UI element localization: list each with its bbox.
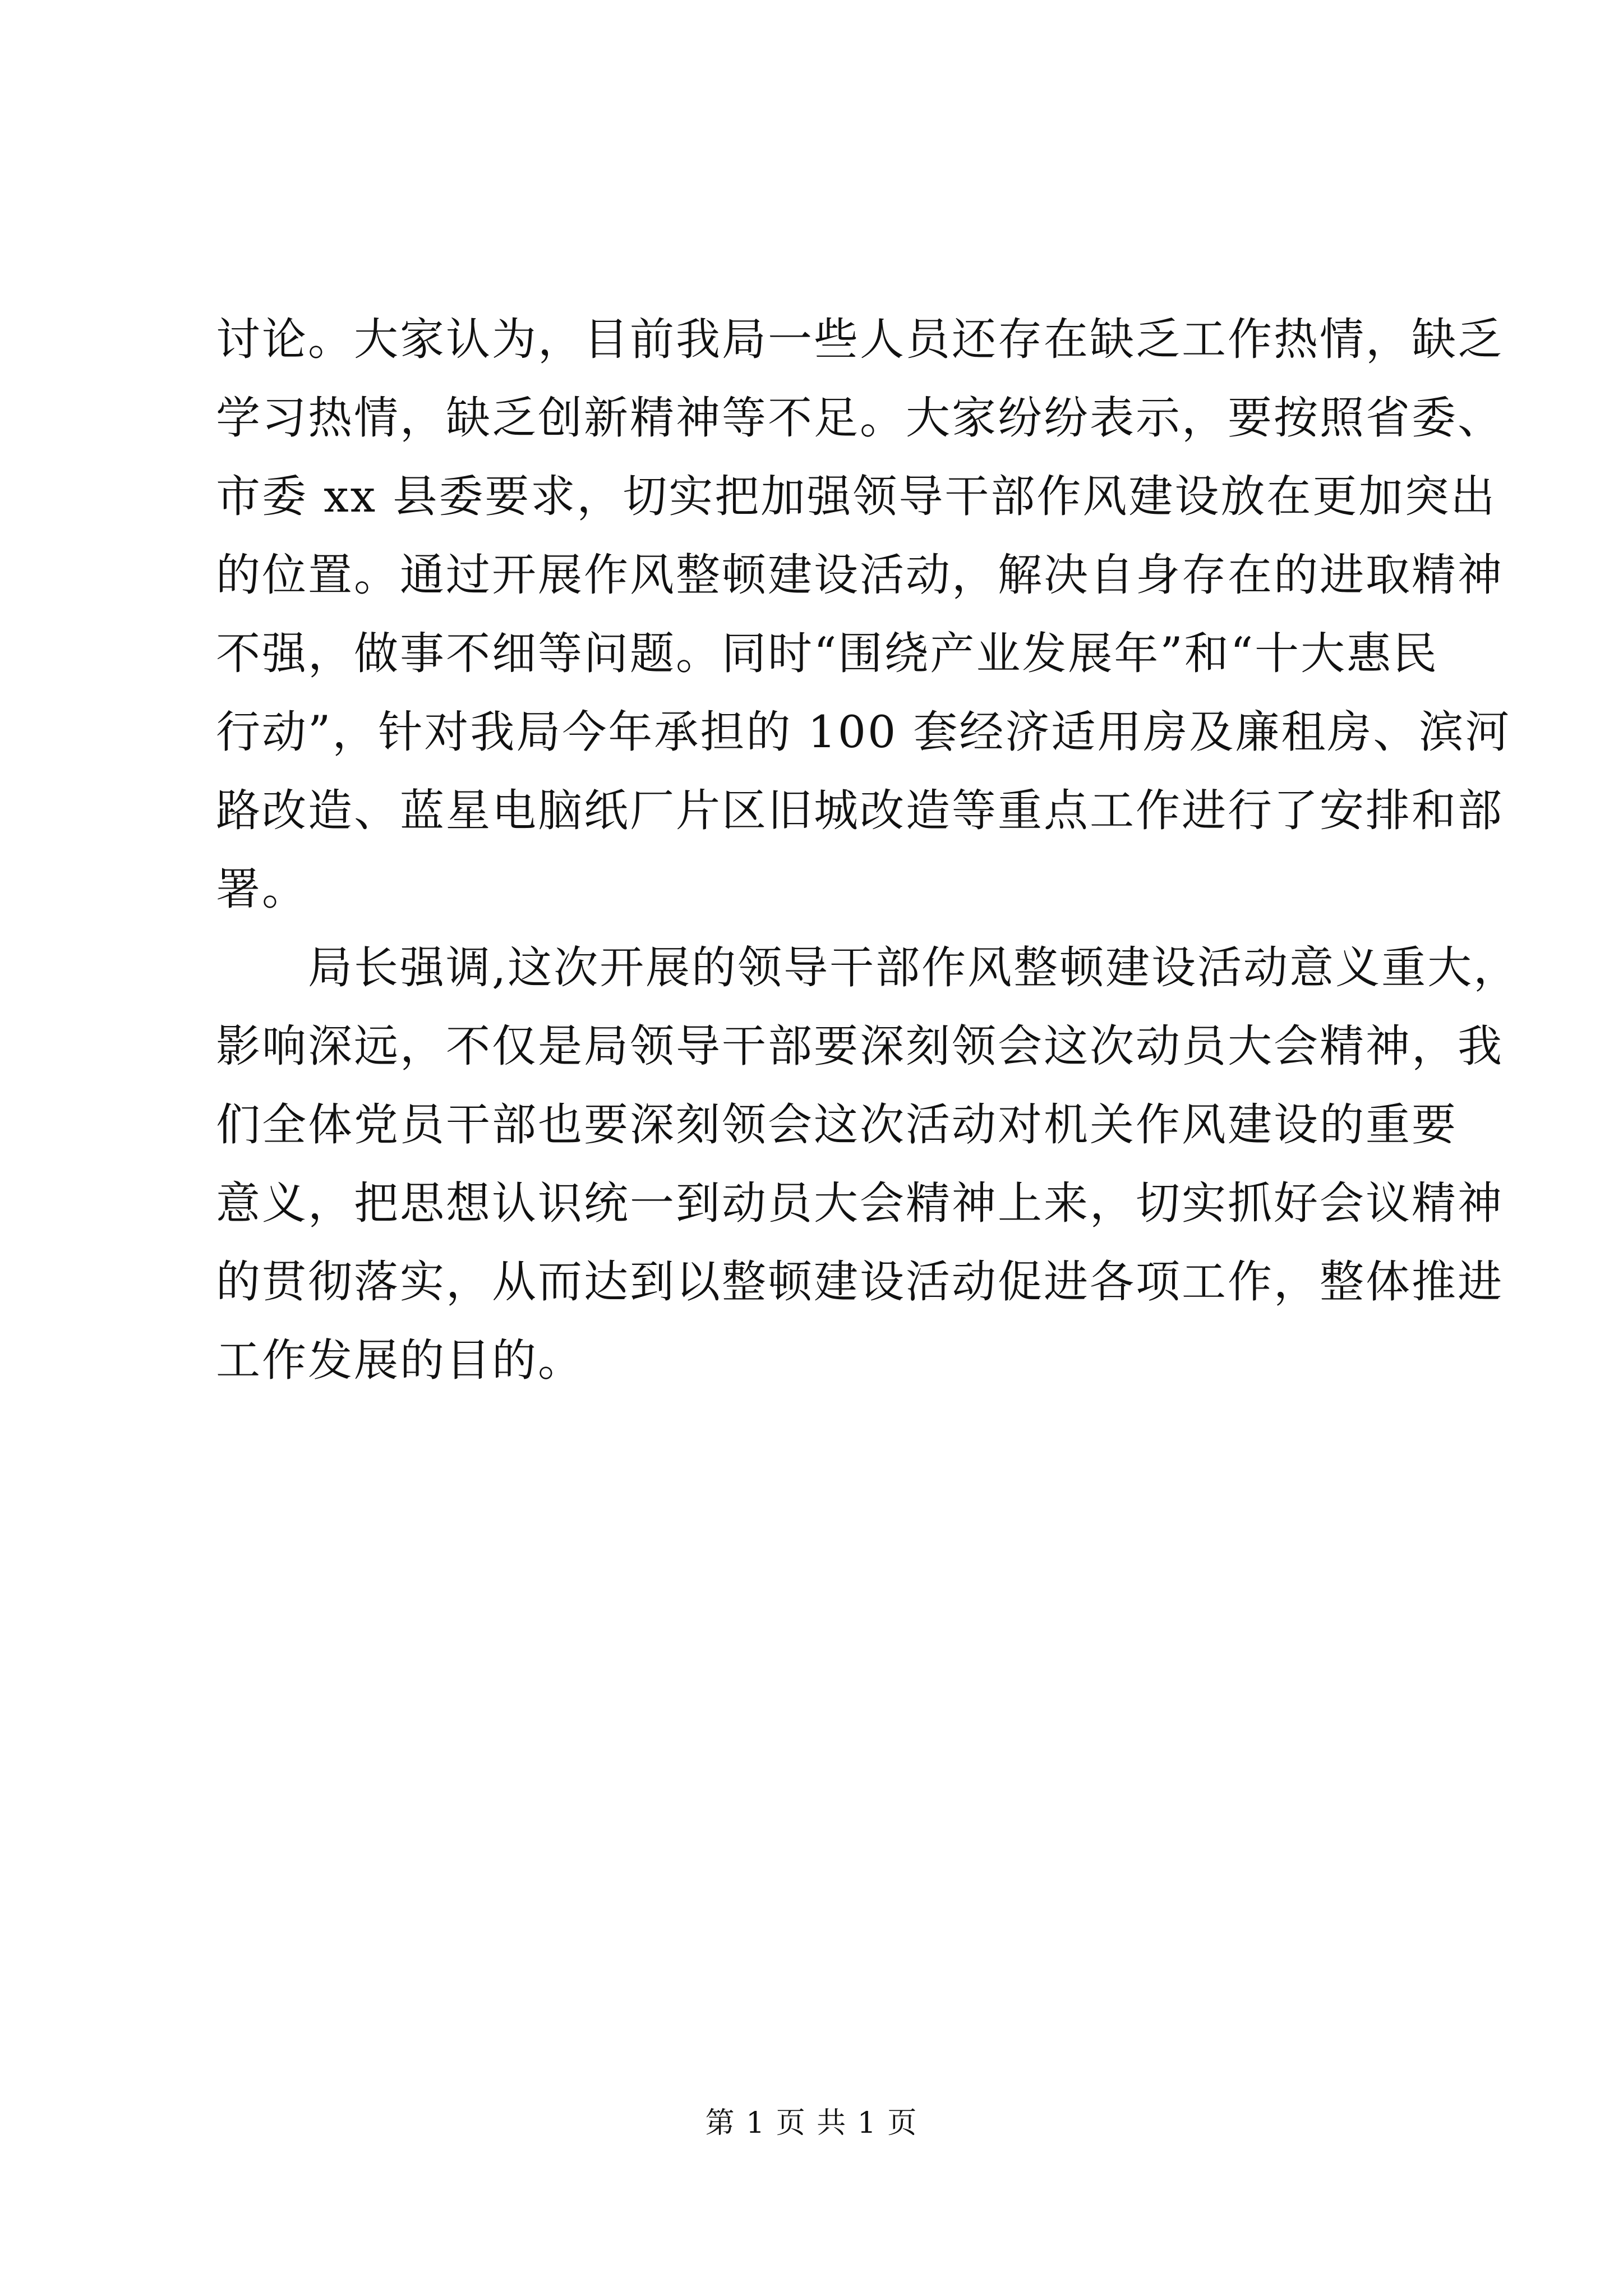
text-line: 的位置。通过开展作风整顿建设活动，解决自身存在的进取精神 bbox=[216, 549, 1504, 601]
text-line: 讨论。大家认为，目前我局一些人员还存在缺乏工作热情，缺乏 bbox=[216, 314, 1504, 365]
text-line: 局长强调,这次开展的领导干部作风整顿建设活动意义重大， bbox=[308, 942, 1520, 993]
text-line: 行动”，针对我局今年承担的 100 套经济适用房及廉租房、滨河 bbox=[216, 706, 1511, 758]
text-line: 市委 xx 县委要求，切实把加强领导干部作风建设放在更加突出 bbox=[216, 471, 1497, 522]
paragraph-director-remarks bbox=[216, 928, 1520, 1400]
text-line: 学习热情，缺乏创新精神等不足。大家纷纷表示，要按照省委、 bbox=[216, 392, 1504, 444]
page-footer bbox=[0, 2104, 1623, 2143]
text-line: 意义，把思想认识统一到动员大会精神上来，切实抓好会议精神 bbox=[216, 1177, 1504, 1229]
text-line: 工作发展的目的。 bbox=[216, 1335, 584, 1386]
page-number-label: 第 1 页 共 1 页 bbox=[705, 2106, 918, 2140]
text-line: 不强，做事不细等问题。同时“围绕产业发展年”和“十大惠民 bbox=[216, 628, 1439, 679]
text-line: 们全体党员干部也要深刻领会这次活动对机关作风建设的重要 bbox=[216, 1099, 1458, 1151]
text-line: 路改造、蓝星电脑纸厂片区旧城改造等重点工作进行了安排和部 bbox=[216, 785, 1504, 836]
document-body bbox=[216, 300, 1520, 1400]
text-line: 的贯彻落实，从而达到以整顿建设活动促进各项工作，整体推进 bbox=[216, 1256, 1504, 1308]
paragraph-discussion bbox=[216, 300, 1511, 928]
text-line: 影响深远，不仅是局领导干部要深刻领会这次动员大会精神，我 bbox=[216, 1020, 1504, 1072]
text-line: 署。 bbox=[216, 863, 308, 915]
